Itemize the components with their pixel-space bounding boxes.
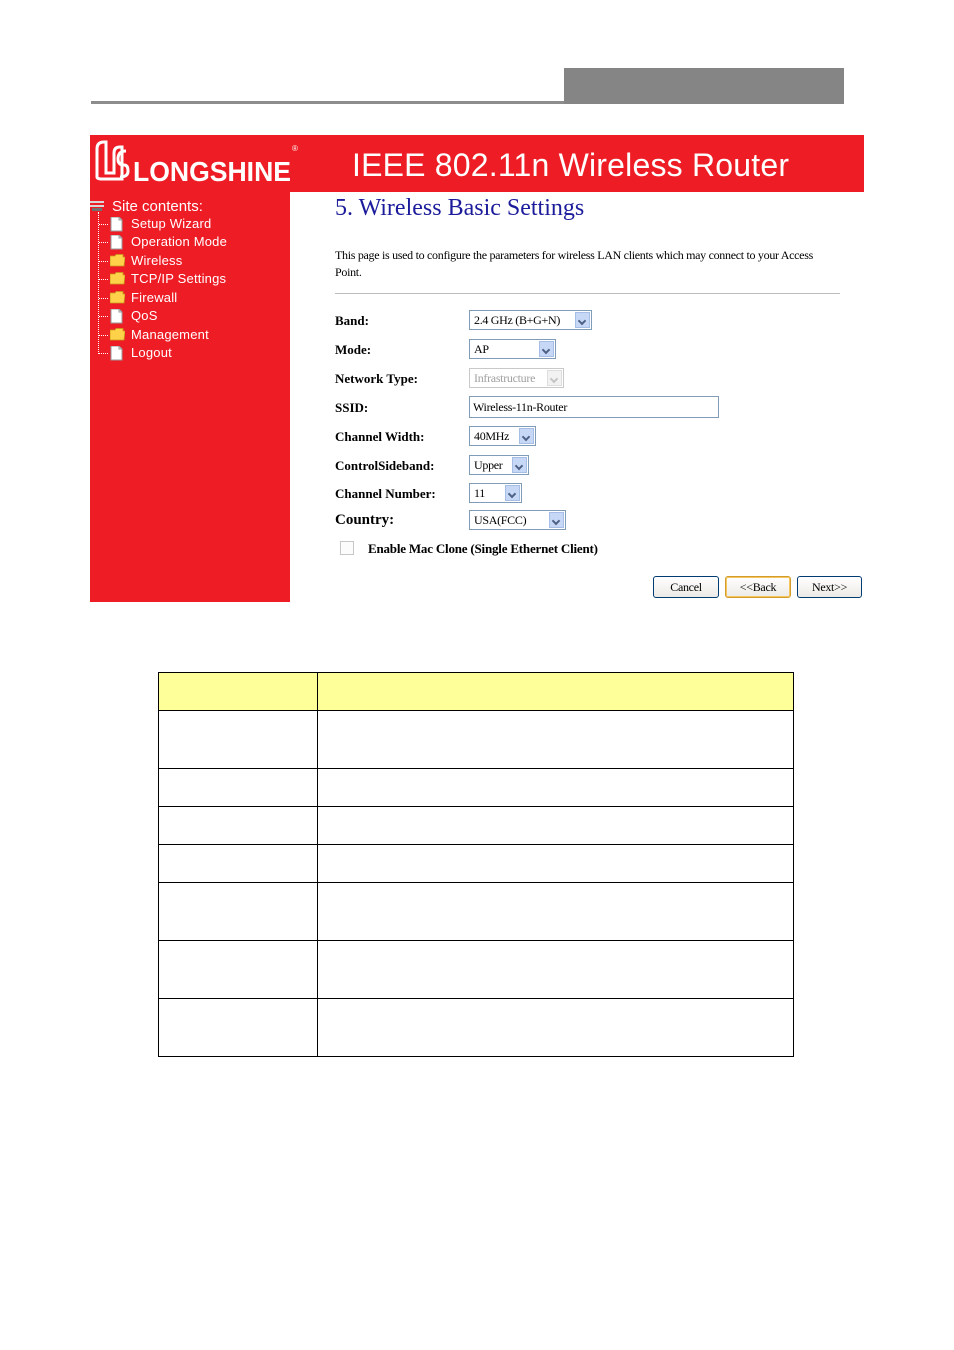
chevron-down-icon bbox=[512, 457, 527, 473]
table-cell bbox=[318, 999, 794, 1057]
header-block bbox=[564, 68, 844, 104]
country-select[interactable] bbox=[469, 510, 566, 530]
mac-clone-checkbox[interactable] bbox=[340, 541, 354, 555]
control-sideband-select[interactable] bbox=[469, 455, 529, 475]
table-cell bbox=[318, 883, 794, 941]
table-cell bbox=[318, 711, 794, 769]
header-rule bbox=[91, 101, 565, 104]
table-header-cell bbox=[159, 673, 318, 711]
table-header-cell bbox=[318, 673, 794, 711]
page-title: 5. Wireless Basic Settings bbox=[335, 195, 585, 221]
chevron-down-icon bbox=[549, 512, 564, 528]
sidebar-item-label: TCP/IP Settings bbox=[131, 271, 227, 286]
cancel-button[interactable]: Cancel bbox=[653, 576, 719, 598]
back-button[interactable]: <<Back bbox=[725, 576, 791, 598]
table-cell bbox=[159, 807, 318, 845]
folder-icon bbox=[110, 291, 125, 304]
sidebar-item-label: Logout bbox=[131, 345, 172, 360]
longshine-logo bbox=[92, 137, 302, 187]
page-icon bbox=[110, 346, 123, 361]
tree-line bbox=[98, 212, 99, 354]
router-screenshot bbox=[90, 135, 864, 602]
channel-width-value: 40MHz bbox=[474, 429, 510, 443]
site-contents-title: Site contents: bbox=[112, 198, 203, 215]
sidebar-item-label: Management bbox=[131, 327, 209, 342]
table-cell bbox=[159, 769, 318, 807]
table-cell bbox=[159, 941, 318, 999]
folder-icon bbox=[110, 328, 125, 341]
table-cell bbox=[159, 711, 318, 769]
next-button[interactable]: Next>> bbox=[797, 576, 862, 598]
channel-width-label: Channel Width: bbox=[335, 429, 425, 444]
network-type-value: Infrastructure bbox=[474, 371, 536, 385]
country-value: USA(FCC) bbox=[474, 513, 527, 527]
table-cell bbox=[159, 999, 318, 1057]
band-select[interactable] bbox=[469, 310, 592, 330]
description-table bbox=[158, 672, 794, 1057]
table-cell bbox=[159, 845, 318, 883]
mode-select[interactable] bbox=[469, 339, 556, 359]
table-row bbox=[159, 769, 794, 807]
sidebar-item-label: Firewall bbox=[131, 290, 178, 305]
banner-title: IEEE 802.11n Wireless Router bbox=[352, 147, 790, 183]
table-cell bbox=[318, 845, 794, 883]
control-sideband-label: ControlSideband: bbox=[335, 458, 435, 473]
table-row bbox=[159, 845, 794, 883]
svg-text:®: ® bbox=[292, 144, 298, 153]
divider bbox=[335, 293, 840, 294]
channel-number-label: Channel Number: bbox=[335, 486, 436, 501]
folder-icon bbox=[110, 272, 125, 285]
table-row bbox=[159, 883, 794, 941]
page-icon bbox=[110, 217, 123, 232]
channel-number-value: 11 bbox=[474, 486, 485, 500]
table-row bbox=[159, 807, 794, 845]
chevron-down-icon bbox=[505, 485, 520, 501]
banner bbox=[90, 135, 864, 192]
band-label: Band: bbox=[335, 313, 369, 328]
chevron-down-icon bbox=[539, 341, 554, 357]
sidebar-item-label: Setup Wizard bbox=[131, 216, 212, 231]
page-description: This page is used to configure the parameters for wireless LAN clients which may connect to your Access Point. bbox=[335, 248, 813, 279]
site-contents-icon bbox=[90, 200, 106, 211]
table-row bbox=[159, 711, 794, 769]
channel-width-select[interactable] bbox=[469, 426, 536, 446]
table-row bbox=[159, 999, 794, 1057]
network-type-label: Network Type: bbox=[335, 371, 418, 386]
mode-value: AP bbox=[474, 342, 489, 356]
table-cell bbox=[318, 769, 794, 807]
sidebar-item-label: Wireless bbox=[131, 253, 183, 268]
chevron-down-icon bbox=[575, 312, 590, 328]
sidebar bbox=[90, 192, 290, 602]
table-row bbox=[159, 941, 794, 999]
folder-icon bbox=[110, 254, 125, 267]
table-cell bbox=[159, 883, 318, 941]
ssid-input[interactable] bbox=[469, 396, 719, 418]
control-sideband-value: Upper bbox=[474, 458, 503, 472]
chevron-down-icon bbox=[519, 428, 534, 444]
chevron-down-icon bbox=[547, 370, 562, 386]
mac-clone-label: Enable Mac Clone (Single Ethernet Client) bbox=[368, 541, 598, 556]
band-value: 2.4 GHz (B+G+N) bbox=[474, 313, 561, 327]
table-header-row bbox=[159, 673, 794, 711]
sidebar-item-label: QoS bbox=[131, 308, 158, 323]
channel-number-select[interactable] bbox=[469, 483, 522, 503]
sidebar-item-label: Operation Mode bbox=[131, 234, 228, 249]
mode-label: Mode: bbox=[335, 342, 372, 357]
network-type-select[interactable] bbox=[469, 368, 564, 388]
country-label: Country: bbox=[335, 512, 395, 528]
main-content bbox=[290, 192, 864, 602]
brand-name: LONGSHINE bbox=[133, 156, 291, 187]
table-cell bbox=[318, 807, 794, 845]
ssid-label: SSID: bbox=[335, 400, 369, 415]
table-cell bbox=[318, 941, 794, 999]
page-icon bbox=[110, 235, 123, 250]
page-icon bbox=[110, 309, 123, 324]
